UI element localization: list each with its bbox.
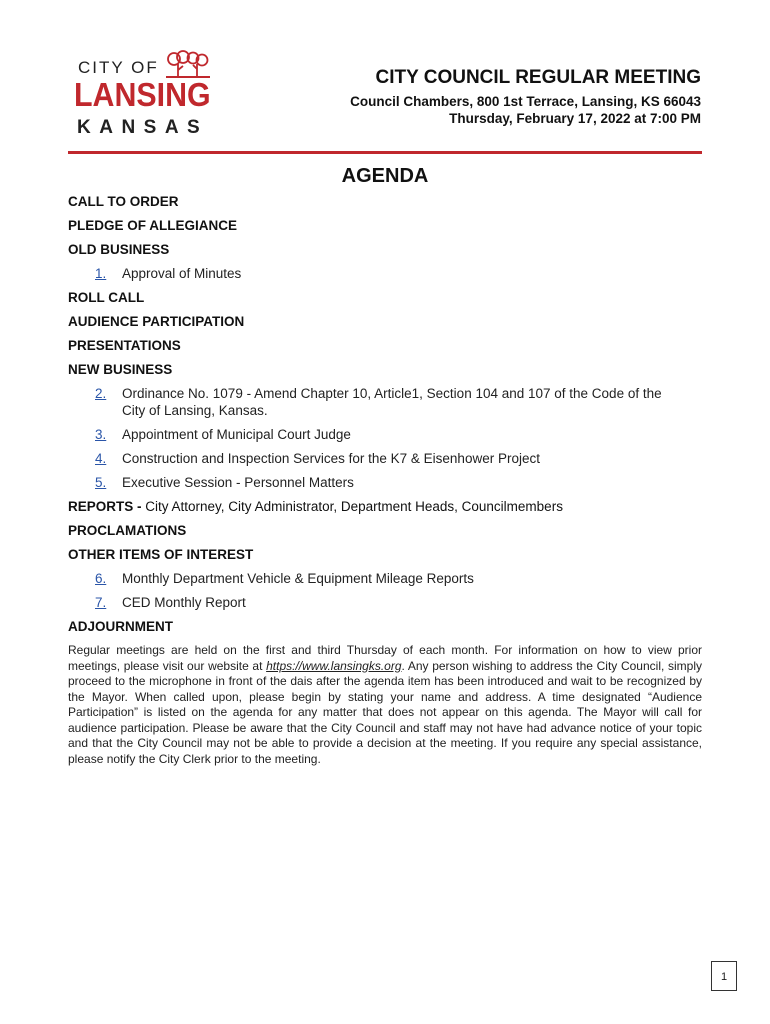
- item-link[interactable]: 1.: [95, 266, 107, 281]
- paragraph-text-end: . Any person wishing to address the City Council, simply proceed to the microphone in front of the dais after the agenda item has been introduced and wait to be recognized by the Mayor. When called upon, please begin by stating your name and address. A time designated “Audience Participation” is listed on the agenda for any matter that does not appear on this agenda. The Mayor will call for audience participation. Please be aware that the City Council and staff may not have had advance notice of your topic and that the City Council may not be able to provide a decision at the meeting. If you require any special assistance, please notify the City Clerk prior to the meeting.: [68, 658, 702, 766]
- reports-text: City Attorney, City Administrator, Department Heads, Councilmembers: [145, 499, 563, 514]
- paragraph-text-start: Regular meetings are held on the first and third Thursday of each month. For information on how to view prior meetings, please visit our website at: [68, 643, 702, 673]
- item-link[interactable]: 6.: [95, 571, 107, 586]
- agenda-heading: AGENDA: [341, 165, 429, 187]
- logo-lansing: LANSING: [74, 76, 211, 113]
- item-text: Approval of Minutes: [122, 266, 242, 281]
- section-presentations: PRESENTATIONS: [68, 338, 181, 353]
- item-link[interactable]: 3.: [95, 427, 107, 442]
- page-number: 1: [711, 961, 737, 991]
- item-text: Monthly Department Vehicle & Equipment Mileage Reports: [122, 571, 474, 586]
- section-proclamations: PROCLAMATIONS: [68, 523, 187, 538]
- agenda-item: [68, 450, 708, 474]
- section-new-business: NEW BUSINESS: [68, 362, 173, 377]
- item-link[interactable]: 7.: [95, 595, 107, 610]
- item-link[interactable]: 4.: [95, 451, 107, 466]
- agenda-item: [68, 474, 708, 498]
- logo-city-of: CITY OF: [78, 58, 159, 77]
- section-adjournment: ADJOURNMENT: [68, 619, 174, 634]
- item-text: Ordinance No. 1079 - Amend Chapter 10, Article1, Section 104 and 107 of the Code of the City of Lansing, Kansas.: [122, 386, 662, 418]
- item-text: Executive Session - Personnel Matters: [122, 475, 354, 490]
- agenda-item: [68, 426, 708, 450]
- section-reports: [68, 498, 708, 522]
- meeting-address: Council Chambers, 800 1st Terrace, Lansing, KS 66043: [350, 94, 701, 109]
- agenda-item: [68, 594, 708, 618]
- logo-kansas: KANSAS: [77, 117, 209, 138]
- header-divider: [68, 151, 702, 154]
- meeting-title: CITY COUNCIL REGULAR MEETING: [375, 67, 701, 88]
- agenda-item: [68, 265, 708, 289]
- section-other-items: OTHER ITEMS OF INTEREST: [68, 547, 254, 562]
- website-link[interactable]: https://www.lansingks.org: [266, 658, 402, 673]
- agenda-item: [68, 570, 708, 594]
- reports-label: REPORTS -: [68, 499, 142, 514]
- meeting-datetime: Thursday, February 17, 2022 at 7:00 PM: [449, 111, 701, 126]
- item-text: Construction and Inspection Services for the K7 & Eisenhower Project: [122, 451, 540, 466]
- city-logo: [74, 50, 219, 140]
- item-text: CED Monthly Report: [122, 595, 246, 610]
- section-audience: AUDIENCE PARTICIPATION: [68, 314, 245, 329]
- agenda-item: [68, 385, 708, 426]
- section-pledge: PLEDGE OF ALLEGIANCE: [68, 218, 238, 233]
- agenda-list: [68, 193, 708, 642]
- section-roll-call: ROLL CALL: [68, 290, 145, 305]
- item-link[interactable]: 2.: [95, 386, 107, 401]
- section-old-business: OLD BUSINESS: [68, 242, 170, 257]
- section-call-to-order: CALL TO ORDER: [68, 194, 179, 209]
- item-link[interactable]: 5.: [95, 475, 107, 490]
- meeting-info-paragraph: [68, 643, 702, 767]
- item-text: Appointment of Municipal Court Judge: [122, 427, 351, 442]
